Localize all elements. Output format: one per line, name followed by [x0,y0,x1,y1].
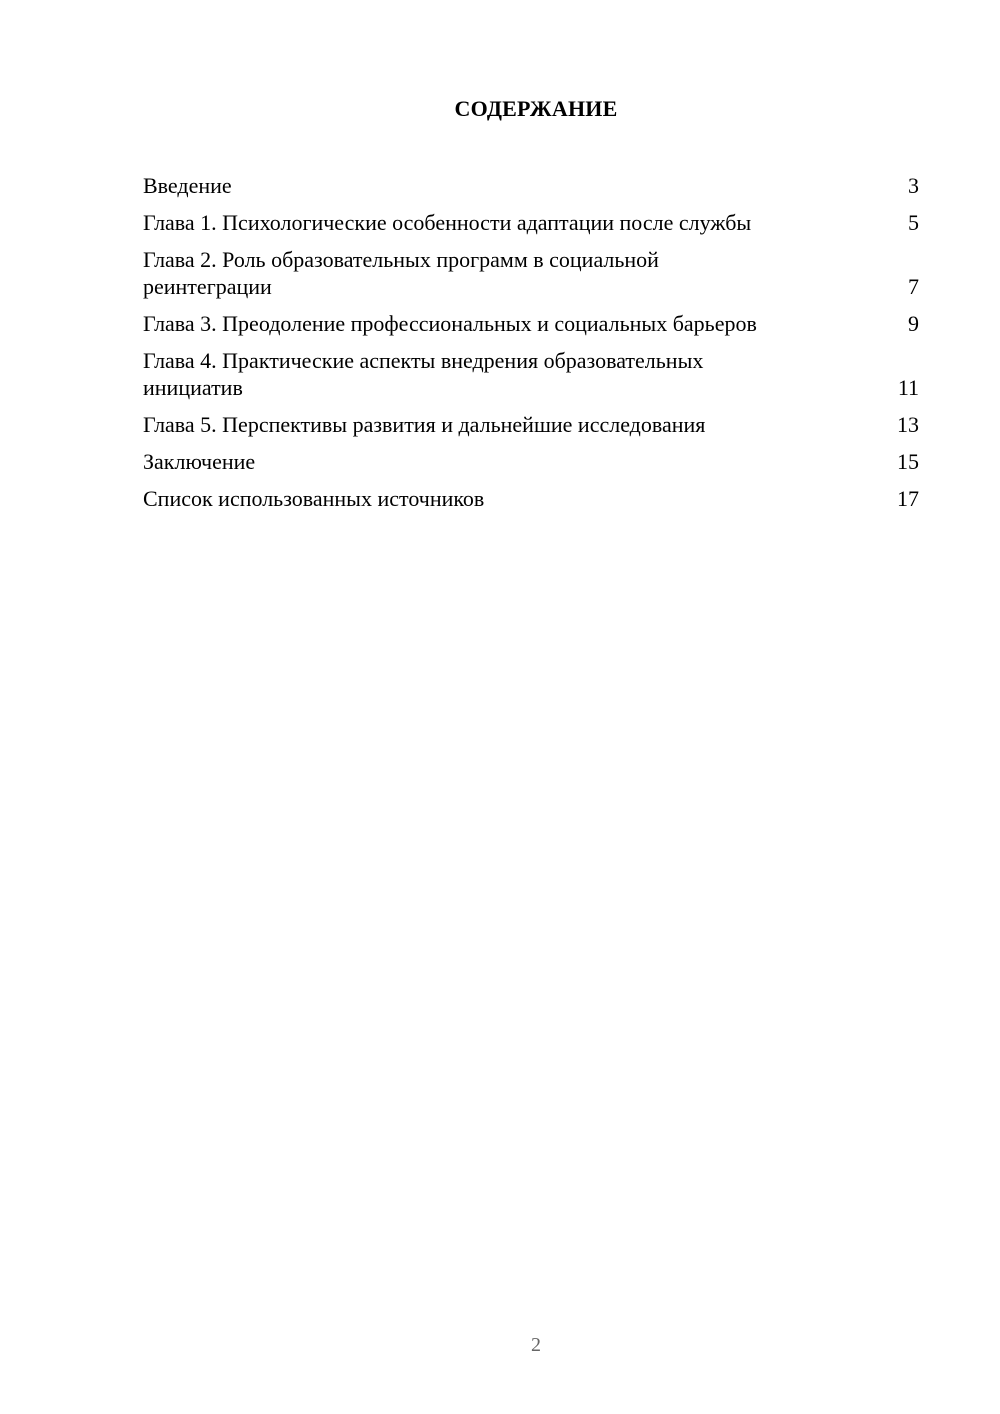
toc-entry-text: Заключение [143,449,256,474]
toc-entry-page: 11 [897,375,919,400]
toc-entry-text: Глава 5. Перспективы развития и дальнейшие исследования [143,412,706,437]
toc-entry-text: Глава 4. Практические аспекты внедрения образовательных инициатив [143,348,704,400]
toc-entry-page: 9 [908,311,919,336]
toc-entry-text: Введение [143,173,232,198]
toc-entry-text: Глава 2. Роль образовательных программ в социальной реинтеграции [143,247,659,299]
toc-entry-references [143,485,919,512]
toc-entry-text: Глава 1. Психологические особенности адаптации после службы [143,210,752,235]
toc-entry-page: 7 [908,274,919,299]
toc-entry-chapter-3 [143,310,919,337]
toc-entry-page: 17 [897,486,919,511]
toc-entry-chapter-1 [143,209,919,236]
toc-entry-chapter-4 [143,347,919,401]
toc-entry-chapter-2 [143,246,919,300]
table-of-contents [143,172,919,522]
toc-entry-page: 3 [908,173,919,198]
toc-entry-conclusion [143,448,919,475]
toc-title: СОДЕРЖАНИЕ [454,96,618,121]
toc-entry-page: 15 [897,449,919,474]
toc-entry-page: 13 [897,412,919,437]
page-number: 2 [531,1334,541,1356]
toc-entry-introduction [143,172,919,199]
toc-entry-text: Глава 3. Преодоление профессиональных и социальных барьеров [143,311,757,336]
toc-entry-page: 5 [908,210,919,235]
toc-entry-chapter-5 [143,411,919,438]
toc-entry-text: Список использованных источников [143,486,485,511]
